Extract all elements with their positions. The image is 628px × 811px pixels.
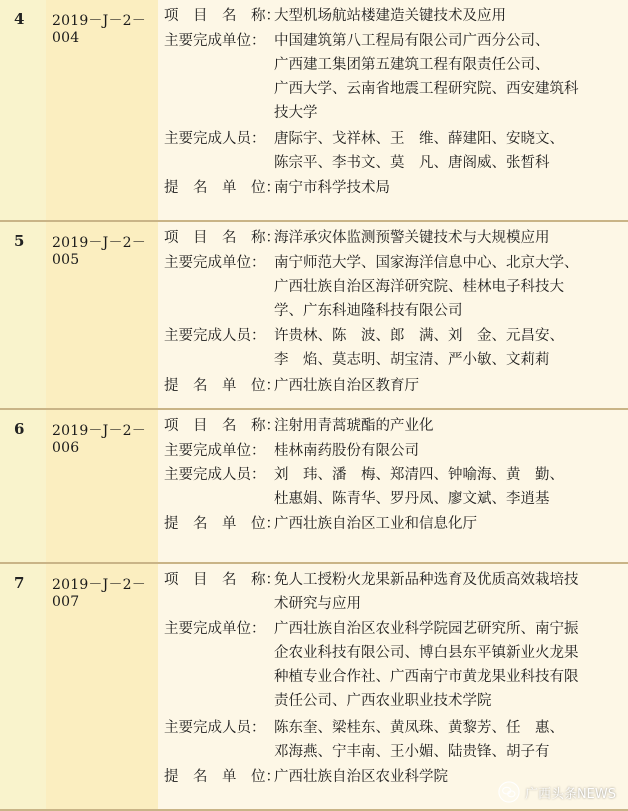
watermark-text: 广西头条NEWS — [524, 786, 616, 802]
project-code: 2019－J－2－007 — [52, 577, 146, 610]
completion-units-line: 技大学 — [274, 104, 318, 121]
completion-people-line: 陈东奎、梁桂东、黄凤珠、黄黎芳、任 惠、 — [274, 719, 564, 736]
table-row — [0, 410, 628, 564]
completion-people-line: 刘 玮、潘 梅、郑清四、钟喻海、黄 勤、 — [274, 467, 564, 484]
watermark — [498, 781, 616, 803]
nominating-unit-line: 广西壮族自治区教育厅 — [274, 377, 419, 394]
completion-units-line: 广西壮族自治区海洋研究院、桂林电子科技大 — [274, 278, 564, 295]
project-code: 2019－J－2－005 — [52, 235, 146, 268]
completion-units-label: 主要完成单位： — [164, 621, 266, 638]
project-code-cell — [46, 410, 158, 562]
project-name-line: 海洋承灾体监测预警关键技术与大规模应用 — [274, 230, 550, 246]
nominating-unit-label: 提 名 单 位： — [164, 377, 280, 394]
project-code: 2019－J－2－006 — [52, 423, 146, 456]
completion-units-value — [274, 617, 624, 713]
completion-units-line: 广西建工集团第五建筑工程有限责任公司、 — [274, 56, 550, 73]
completion-people-label: 主要完成人员： — [164, 131, 266, 147]
project-name-line: 免人工授粉火龙果新品种选育及优质高效栽培技 — [274, 572, 579, 588]
completion-units-line: 学、广东科迪隆科技有限公司 — [274, 302, 463, 319]
completion-people-line: 陈宗平、李书文、莫 凡、唐阁威、张晳科 — [274, 155, 550, 171]
project-code-cell — [46, 222, 158, 408]
completion-units-line: 桂林南药股份有限公司 — [274, 442, 419, 459]
project-code-cell — [46, 0, 158, 220]
table-row — [0, 0, 628, 222]
row-number: 4 — [14, 10, 25, 28]
row-number: 7 — [14, 574, 25, 592]
row-number: 6 — [14, 420, 25, 438]
table-row — [0, 564, 628, 811]
project-name-value — [274, 414, 624, 438]
wechat-icon — [498, 781, 520, 803]
completion-units-label: 主要完成单位： — [164, 32, 266, 49]
nominating-unit-label: 提 名 单 位： — [164, 768, 280, 785]
nominating-unit-line: 南宁市科学技术局 — [274, 180, 390, 197]
completion-units-line: 企农业科技有限公司、博白县东平镇新业火龙果 — [274, 645, 579, 662]
project-name-label: 项 目 名 称： — [164, 230, 280, 246]
row-number-cell — [0, 0, 46, 220]
row-number-cell — [0, 564, 46, 809]
completion-units-line: 广西壮族自治区农业科学院园艺研究所、南宁振 — [274, 621, 579, 638]
project-name-value — [274, 568, 624, 616]
completion-units-value — [274, 251, 624, 323]
project-detail-cell — [158, 222, 628, 408]
completion-people-line: 邓海燕、宁丰南、王小媚、陆贵锋、胡子有 — [274, 743, 550, 760]
project-name-value — [274, 4, 624, 28]
completion-units-line: 责任公司、广西农业职业技术学院 — [274, 693, 492, 710]
nominating-unit-label: 提 名 单 位： — [164, 516, 280, 533]
nominating-unit-line: 广西壮族自治区工业和信息化厅 — [274, 516, 477, 533]
completion-units-value — [274, 29, 624, 125]
project-name-label: 项 目 名 称： — [164, 8, 280, 24]
project-name-line: 注射用青蒿琥酯的产业化 — [274, 418, 434, 434]
completion-units-value — [274, 439, 624, 463]
completion-people-value — [274, 716, 624, 764]
project-name-value — [274, 226, 624, 250]
completion-units-line: 南宁师范大学、国家海洋信息中心、北京大学、 — [274, 254, 579, 271]
completion-units-line: 广西大学、云南省地震工程研究院、西安建筑科 — [274, 80, 579, 97]
project-code-cell — [46, 564, 158, 809]
project-name-line: 术研究与应用 — [274, 596, 361, 612]
completion-units-line: 种植专业合作社、广西南宁市黄龙果业科技有限 — [274, 669, 579, 686]
nominating-unit-value — [274, 176, 624, 200]
row-number: 5 — [14, 232, 25, 250]
completion-people-label: 主要完成人员： — [164, 719, 266, 736]
row-number-cell — [0, 410, 46, 562]
table-row — [0, 222, 628, 410]
completion-people-label: 主要完成人员： — [164, 467, 266, 484]
project-detail-cell — [158, 410, 628, 562]
completion-units-label: 主要完成单位： — [164, 254, 266, 271]
nominating-unit-line: 广西壮族自治区农业科学院 — [274, 768, 448, 785]
project-code: 2019－J－2－004 — [52, 13, 146, 46]
completion-units-label: 主要完成单位： — [164, 442, 266, 459]
completion-people-value — [274, 324, 624, 372]
completion-people-line: 杜惠娟、陈青华、罗丹凤、廖文斌、李逍基 — [274, 491, 550, 508]
project-detail-cell — [158, 564, 628, 809]
nominating-unit-label: 提 名 单 位： — [164, 180, 280, 197]
completion-people-label: 主要完成人员： — [164, 328, 266, 345]
project-name-line: 大型机场航站楼建造关键技术及应用 — [274, 8, 506, 24]
project-name-label: 项 目 名 称： — [164, 418, 280, 434]
nominating-unit-value — [274, 512, 624, 536]
row-number-cell — [0, 222, 46, 408]
project-detail-cell — [158, 0, 628, 220]
completion-people-line: 唐际宇、戈祥林、王 维、薛建阳、安晓文、 — [274, 131, 564, 147]
project-name-label: 项 目 名 称： — [164, 572, 280, 588]
completion-people-line: 李 焰、莫志明、胡宝清、严小敏、文莉莉 — [274, 352, 550, 369]
completion-units-line: 中国建筑第八工程局有限公司广西分公司、 — [274, 32, 550, 49]
completion-people-line: 许贵林、陈 波、郎 满、刘 金、元昌安、 — [274, 328, 564, 345]
completion-people-value — [274, 127, 624, 175]
completion-people-value — [274, 463, 624, 511]
nominating-unit-value — [274, 374, 624, 398]
